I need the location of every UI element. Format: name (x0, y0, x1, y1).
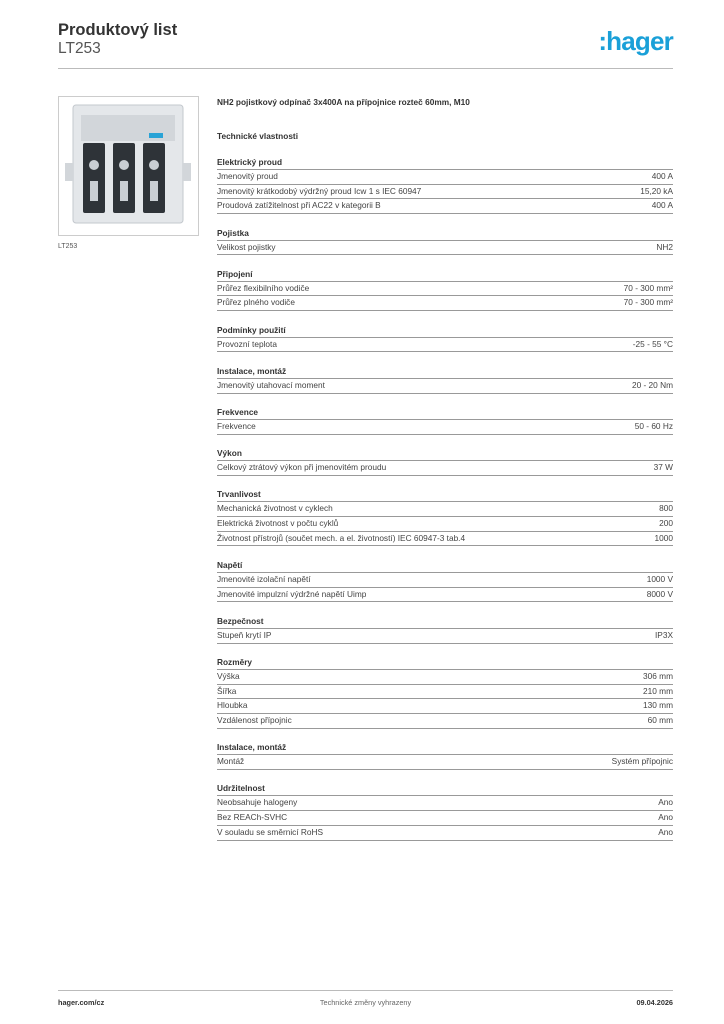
spec-group-title: Instalace, montáž (217, 740, 673, 755)
spec-value: 130 mm (643, 700, 673, 711)
spec-label: Neobsahuje halogeny (217, 797, 298, 808)
spec-value: Ano (658, 797, 673, 808)
spec-label: Jmenovité impulzní výdržné napětí Uimp (217, 588, 367, 599)
spec-label: Proudová zatížitelnost při AC22 v kategorii B (217, 200, 381, 211)
spec-group-title: Pojistka (217, 226, 673, 241)
spec-group (217, 267, 673, 311)
spec-value: 20 - 20 Nm (631, 379, 673, 390)
spec-label: Jmenovité izolační napětí (217, 573, 311, 584)
page-title: Produktový list (58, 21, 178, 39)
spec-group (217, 740, 673, 770)
spec-group-title: Frekvence (217, 405, 673, 420)
spec-group-title: Elektrický proud (217, 155, 673, 170)
spec-group-title: Bezpečnost (217, 614, 673, 629)
spec-label: Mechanická životnost v cyklech (217, 503, 333, 514)
spec-value: -25 - 55 °C (632, 338, 673, 349)
spec-row (217, 629, 673, 644)
spec-label: Vzdálenost přípojnic (217, 715, 292, 726)
spec-value: 800 (659, 503, 673, 514)
spec-group-title: Napětí (217, 558, 673, 573)
spec-label: Životnost přístrojů (součet mech. a el. životností) IEC 60947-3 tab.4 (217, 532, 466, 543)
spec-row (217, 170, 673, 185)
spec-value: IP3X (655, 629, 673, 640)
spec-group-title: Podmínky použití (217, 323, 673, 338)
spec-row (217, 670, 673, 685)
spec-row (217, 755, 673, 770)
spec-row (217, 282, 673, 297)
spec-group-title: Trvanlivost (217, 487, 673, 502)
spec-value: 50 - 60 Hz (634, 421, 673, 431)
spec-label: Bez REACh-SVHC (217, 812, 288, 823)
spec-row (217, 532, 673, 547)
specifications (217, 96, 673, 852)
spec-row (217, 588, 673, 603)
spec-row (217, 714, 673, 729)
spec-label: Frekvence (217, 421, 256, 431)
hager-logo: :hager (598, 26, 673, 56)
spec-value: 60 mm (647, 715, 673, 726)
spec-row (217, 241, 673, 256)
footer-date: 09.04.2026 (636, 998, 673, 1007)
spec-group-title: Udržitelnost (217, 781, 673, 796)
spec-group-title: Připojení (217, 267, 673, 282)
spec-row (217, 573, 673, 588)
spec-row (217, 185, 673, 200)
spec-label: Jmenovitý proud (217, 171, 278, 181)
spec-value: 1000 (654, 532, 673, 543)
footer-divider (58, 990, 673, 991)
spec-row (217, 811, 673, 826)
spec-label: Montáž (217, 756, 245, 767)
spec-row (217, 420, 673, 435)
spec-row (217, 796, 673, 811)
spec-group (217, 655, 673, 729)
spec-group (217, 614, 673, 644)
page-footer (58, 998, 673, 1010)
spec-group (217, 155, 673, 214)
spec-group (217, 446, 673, 476)
spec-group (217, 487, 673, 546)
spec-row (217, 296, 673, 311)
spec-value: Systém přípojnic (611, 756, 673, 767)
spec-row (217, 699, 673, 714)
product-description: NH2 pojistkový odpínač 3x400A na přípojnice rozteč 60mm, M10 (217, 97, 470, 107)
spec-value: 37 W (653, 462, 673, 473)
spec-group (217, 781, 673, 840)
spec-row (217, 338, 673, 353)
spec-value: 400 A (651, 200, 673, 211)
spec-label: Průřez flexibilního vodiče (217, 282, 310, 293)
spec-label: Hloubka (217, 700, 248, 711)
spec-group (217, 405, 673, 435)
spec-row (217, 826, 673, 841)
spec-label: Celkový ztrátový výkon při jmenovitém proudu (217, 462, 387, 473)
spec-label: Elektrická životnost v počtu cyklů (217, 518, 339, 529)
spec-value: 70 - 300 mm² (623, 297, 673, 308)
spec-value: 70 - 300 mm² (623, 282, 673, 293)
spec-value: 200 (659, 518, 673, 529)
spec-value: Ano (658, 826, 673, 837)
spec-group-title: Výkon (217, 446, 673, 461)
section-title: Technické vlastnosti (217, 131, 298, 141)
spec-label: Stupeň krytí IP (217, 629, 272, 640)
spec-value: 400 A (651, 171, 673, 181)
spec-group (217, 558, 673, 602)
spec-value: 8000 V (646, 588, 673, 599)
spec-groups (217, 155, 673, 841)
spec-row (217, 685, 673, 700)
spec-row (217, 502, 673, 517)
spec-group (217, 323, 673, 353)
page-header (58, 20, 673, 68)
spec-value: 210 mm (643, 685, 673, 696)
spec-label: Průřez plného vodiče (217, 297, 295, 308)
spec-value: Ano (658, 812, 673, 823)
spec-group (217, 364, 673, 394)
spec-label: Jmenovitý utahovací moment (217, 379, 325, 390)
spec-label: Výška (217, 671, 240, 681)
product-image (58, 96, 199, 236)
spec-value: NH2 (656, 241, 673, 252)
spec-label: Šířka (217, 685, 237, 696)
product-code: LT253 (58, 40, 101, 57)
spec-group (217, 226, 673, 256)
footer-note: Technické změny vyhrazeny (319, 998, 412, 1007)
footer-website[interactable]: hager.com/cz (58, 998, 105, 1007)
spec-value: 306 mm (643, 671, 673, 681)
spec-label: V souladu se směrnicí RoHS (217, 826, 324, 837)
spec-label: Jmenovitý krátkodobý výdržný proud Icw 1 s IEC 60947 (217, 185, 422, 196)
fuse-switch-illustration (59, 97, 198, 235)
spec-value: 15,20 kA (640, 185, 673, 196)
spec-label: Velikost pojistky (217, 241, 276, 252)
image-caption: LT253 (58, 243, 78, 250)
spec-row (217, 379, 673, 394)
spec-row (217, 517, 673, 532)
spec-value: 1000 V (646, 573, 673, 584)
spec-label: Provozní teplota (217, 338, 277, 349)
spec-row (217, 199, 673, 214)
spec-group-title: Rozměry (217, 655, 673, 670)
spec-row (217, 461, 673, 476)
header-divider (58, 68, 673, 69)
spec-group-title: Instalace, montáž (217, 364, 673, 379)
